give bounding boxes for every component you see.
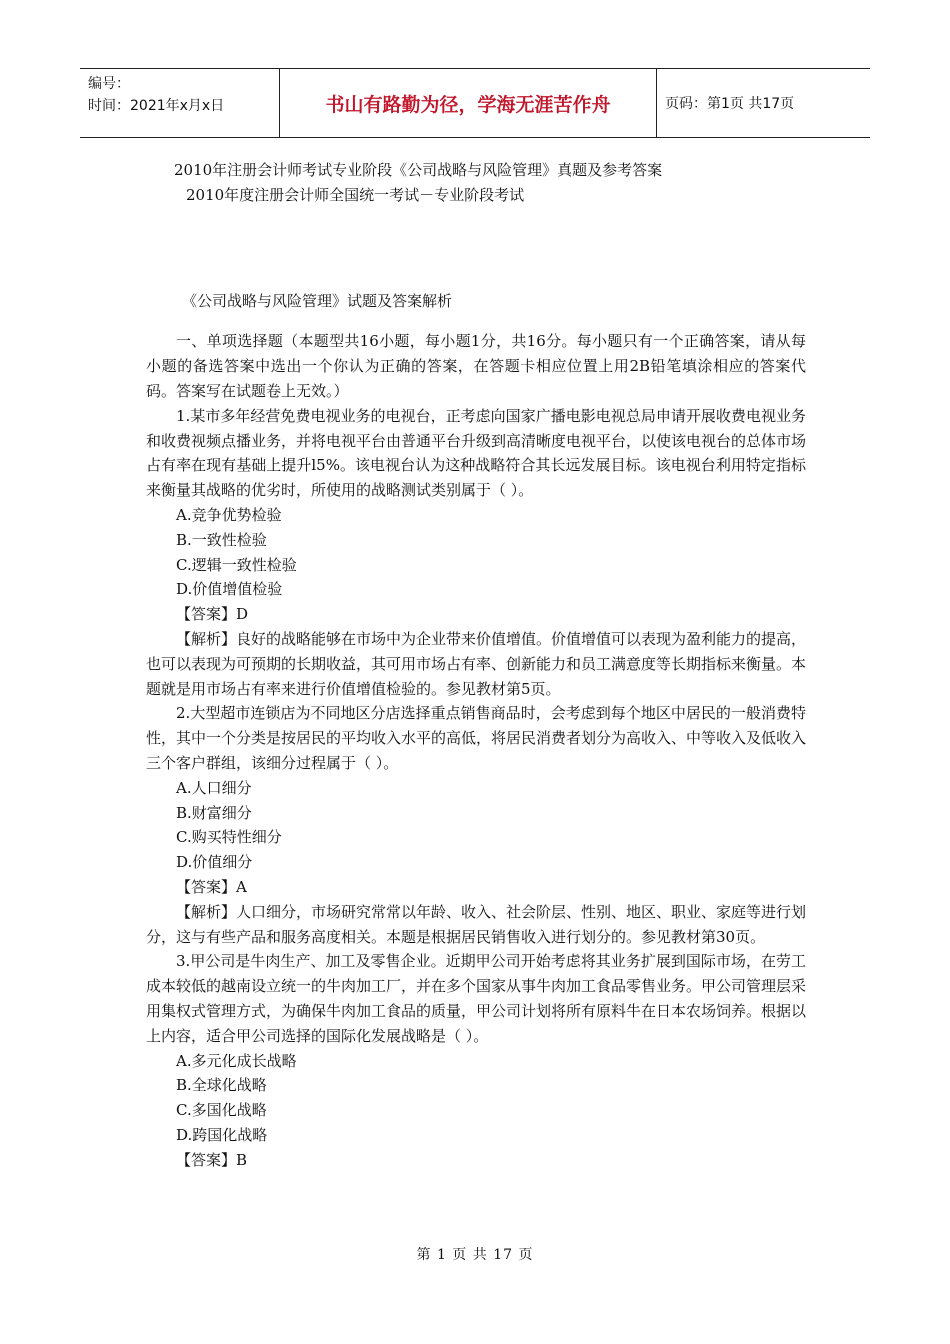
question-2 xyxy=(146,701,806,949)
question-option: A.竞争优势检验 xyxy=(176,505,282,524)
question-analysis: 【解析】良好的战略能够在市场中为企业带来价值增值。价值增值可以表现为盈利能力的提高，也可以表现为可预期的长期收益，其可用市场占有率、创新能力和员工满意度等长期指标来衡量。本题就是用市场占有率来进行价值增值检验的。参见教材第5页。 xyxy=(146,629,807,698)
question-option: B.财富细分 xyxy=(176,803,252,822)
question-answer: 【答案】A xyxy=(176,877,247,896)
document-number-label: 编号： xyxy=(88,76,130,92)
question-option: A.人口细分 xyxy=(176,778,252,797)
document-subtitle: 2010年度注册会计师全国统一考试－专业阶段考试 xyxy=(186,185,525,204)
document-section-title: 《公司战略与风险管理》试题及答案解析 xyxy=(182,291,453,310)
question-option: C.多国化战略 xyxy=(176,1101,267,1120)
document-title: 2010年注册会计师考试专业阶段《公司战略与风险管理》真题及参考答案 xyxy=(174,161,663,179)
header-info-cell xyxy=(80,69,280,137)
page-footer: 第 1 页 共 17 页 xyxy=(416,1247,534,1263)
question-stem: 3.甲公司是牛肉生产、加工及零售企业。近期甲公司开始考虑将其业务扩展到国际市场，在劳工成本较低的越南设立统一的牛肉加工厂，并在多个国家从事牛肉加工食品零售业务。甲公司管理层采用集权式管理方式，为确保牛肉加工食品的质量，甲公司计划将所有原料牛在日本农场饲养。根据以上内容，适合甲公司选择的国际化发展战略是（ ）。 xyxy=(146,952,807,1045)
question-option: C.逻辑一致性检验 xyxy=(176,555,297,574)
question-stem: 2.大型超市连锁店为不同地区分店选择重点销售商品时，会考虑到每个地区中居民的一般消费特性，其中一个分类是按居民的平均收入水平的高低，将居民消费者划分为高收入、中等收入及低收入三个客户群组，该细分过程属于（ ）。 xyxy=(146,704,807,772)
section-intro: 一、单项选择题（本题型共16小题，每小题1分，共16分。每小题只有一个正确答案，请从每小题的备选答案中选出一个你认为正确的答案，在答题卡相应位置上用2B铅笔填涂相应的答案代码。答案写在试题卷上无效。） xyxy=(146,332,806,400)
question-option: D.价值增值检验 xyxy=(176,580,283,599)
page-header xyxy=(80,68,870,138)
question-option: D.跨国化战略 xyxy=(176,1125,268,1144)
question-option: B.一致性检验 xyxy=(176,530,267,549)
document-date-label: 时间：2021年x月x日 xyxy=(88,98,225,114)
question-3 xyxy=(146,949,806,1172)
question-answer: 【答案】B xyxy=(176,1150,248,1169)
question-option: C.购买特性细分 xyxy=(176,828,282,847)
question-analysis: 【解析】人口细分，市场研究常常以年龄、收入、社会阶层、性别、地区、职业、家庭等进行划分，这与有些产品和服务高度相关。本题是根据居民销售收入进行划分的。参见教材第30页。 xyxy=(146,902,807,946)
header-page-label: 页码：第1页 共17页 xyxy=(665,96,795,112)
question-1 xyxy=(146,404,806,702)
question-option: B.全球化战略 xyxy=(176,1076,267,1095)
question-stem: 1.某市多年经营免费电视业务的电视台，正考虑向国家广播电影电视总局申请开展收费电视业务和收费视频点播业务，并将电视平台由普通平台升级到高清晰度电视平台，以使该电视台的总体市场占有率在现有基础上提升l5%。该电视台认为这种战略符合其长远发展目标。该电视台利用特定指标来衡量其战略的优劣时，所使用的战略测试类别属于（ ）。 xyxy=(146,406,807,500)
question-answer: 【答案】D xyxy=(176,605,249,624)
document-body xyxy=(146,158,806,1172)
header-motto: 书山有路勤为径，学海无涯苦作舟 xyxy=(280,69,657,137)
question-option: D.价值细分 xyxy=(176,853,253,872)
question-option: A.多元化成长战略 xyxy=(176,1051,297,1070)
